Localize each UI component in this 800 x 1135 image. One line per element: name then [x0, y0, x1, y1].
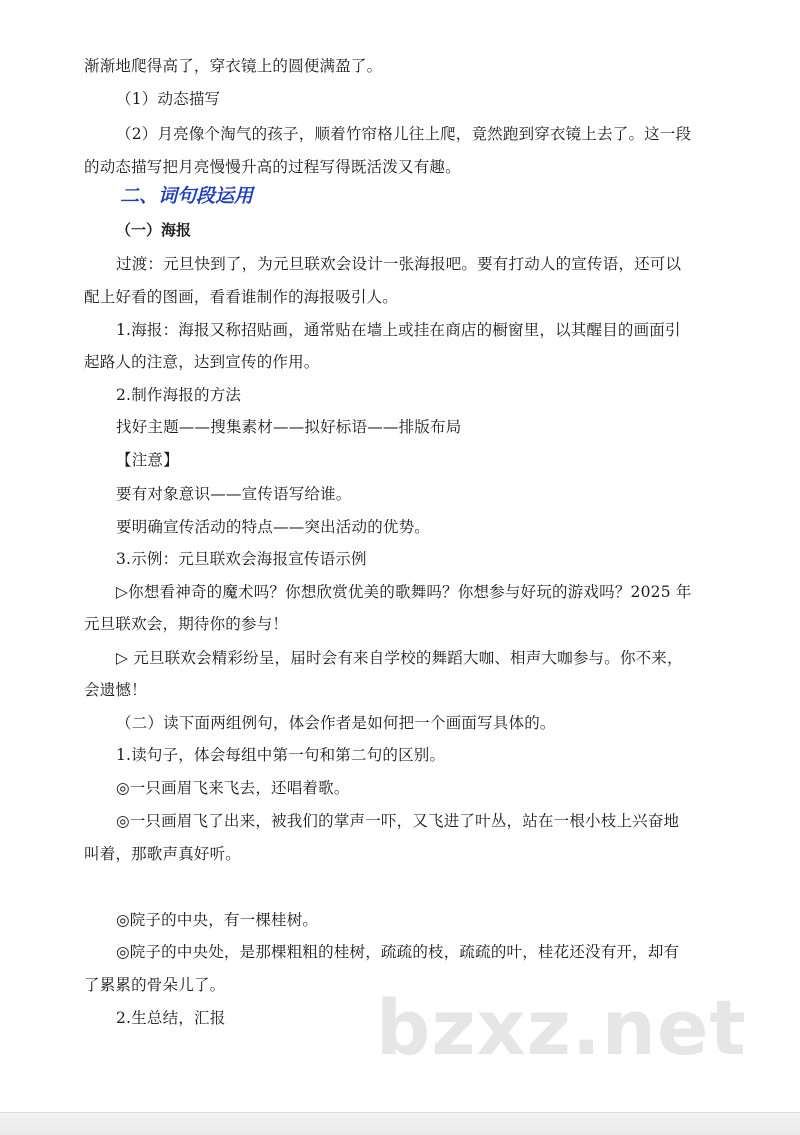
text-line: 1.读句子，体会每组中第一句和第二句的区别。: [116, 746, 446, 764]
text-line: （2）月亮像个淘气的孩子，顺着竹帘格儿往上爬，竟然跑到穿衣镜上去了。这一段: [116, 125, 692, 143]
sub-heading: （一）海报: [116, 221, 192, 239]
section-heading: 二、词句段运用: [120, 185, 254, 207]
text-line: 2.制作海报的方法: [116, 386, 242, 404]
text-line: 要有对象意识——宣传语写给谁。: [116, 485, 352, 503]
text-line: 配上好看的图画，看看谁制作的海报吸引人。: [84, 288, 399, 306]
text-line: 过渡：元旦快到了，为元旦联欢会设计一张海报吧。要有打动人的宣传语，还可以: [116, 255, 682, 273]
text-line: 会遗憾！: [84, 681, 147, 699]
text-line: 的动态描写把月亮慢慢升高的过程写得既活泼又有趣。: [84, 158, 461, 176]
text-line: （二）读下面两组例句，体会作者是如何把一个画面写具体的。: [116, 714, 556, 732]
text-line: 2.生总结，汇报: [116, 1009, 226, 1027]
text-line: 1.海报：海报又称招贴画，通常贴在墙上或挂在商店的橱窗里，以其醒目的画面引: [116, 321, 681, 339]
text-line: 叫着，那歌声真好听。: [84, 845, 242, 863]
text-line: 起路人的注意，达到宣传的作用。: [84, 353, 320, 371]
text-line: 了累累的骨朵儿了。: [84, 976, 226, 994]
text-line: 找好主题——搜集素材——拟好标语——排版布局: [116, 418, 462, 436]
text-line: ▷ 元旦联欢会精彩纷呈，届时会有来自学校的舞蹈大咖、相声大咖参与。你不来，: [116, 649, 683, 667]
text-line: 元旦联欢会，期待你的参与！: [84, 615, 289, 633]
text-line: ▷你想看神奇的魔术吗？你想欣赏优美的歌舞吗？你想参与好玩的游戏吗？2025 年: [116, 583, 692, 601]
text-line: ◎院子的中央，有一棵桂树。: [116, 911, 319, 929]
watermark: bzxz.net: [376, 983, 747, 1072]
text-line: 3.示例：元旦联欢会海报宣传语示例: [116, 550, 367, 568]
text-line: ◎一只画眉飞来飞去，还唱着歌。: [116, 779, 350, 797]
page-bottom-edge: [0, 1112, 800, 1135]
text-line: （1）动态描写: [116, 90, 221, 108]
text-line: ◎一只画眉飞了出来，被我们的掌声一吓，又飞进了叶丛，站在一根小枝上兴奋地: [116, 812, 680, 830]
text-line: 要明确宣传活动的特点——突出活动的优势。: [116, 518, 431, 536]
text-line: 渐渐地爬得高了，穿衣镜上的圆便满盈了。: [84, 57, 383, 75]
text-line: 【注意】: [116, 451, 179, 469]
text-line: ◎院子的中央处，是那棵粗粗的桂树，疏疏的枝，疏疏的叶，桂花还没有开，却有: [116, 943, 680, 961]
